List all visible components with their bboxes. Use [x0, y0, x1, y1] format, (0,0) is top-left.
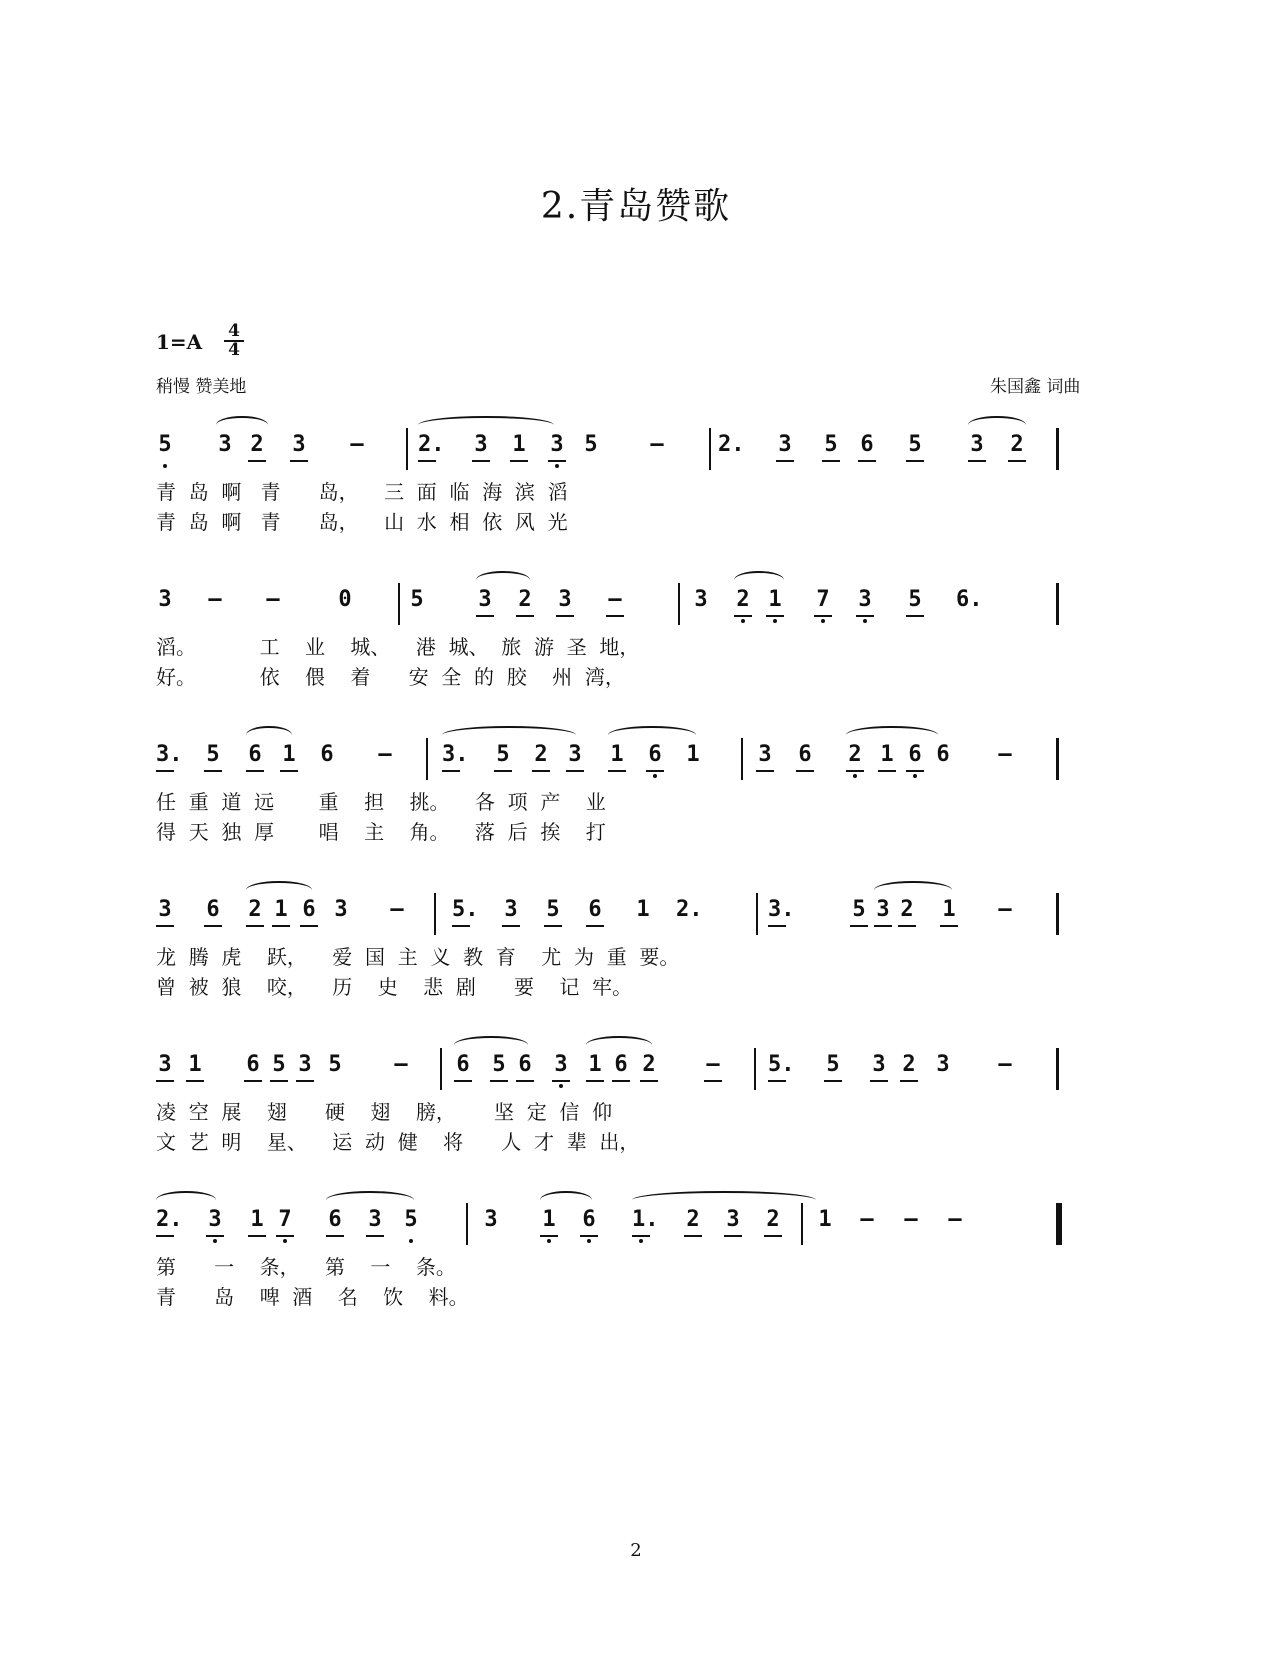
note: 3 [552, 1050, 570, 1082]
lyrics-verse-1: 任 重 道 远 重 担 挑。 各 项 产 业 [156, 790, 606, 814]
page-title: 2.青岛赞歌 [540, 186, 732, 227]
page-number: 2 [630, 1540, 642, 1561]
barline [754, 1048, 756, 1090]
slur-mark [246, 726, 292, 744]
note: 1. [632, 1205, 650, 1237]
note: 3 [556, 585, 574, 617]
note: 3 [756, 740, 774, 772]
barline [709, 428, 711, 470]
lyrics-verse-2: 好。 依 偎 着 安 全 的 胶 州 湾， [156, 665, 625, 689]
slur-mark [216, 416, 268, 434]
note: – [998, 742, 1012, 767]
note: 3. [768, 895, 786, 927]
slur-mark [326, 1191, 414, 1209]
composer-credit: 朱国鑫 词曲 [990, 377, 1081, 397]
note: – [650, 432, 664, 457]
note: – [394, 1052, 408, 1077]
note: 6 [454, 1050, 472, 1082]
note: 3 [694, 587, 708, 612]
lyrics-verse-1: 青 岛 啊 青 岛， 三 面 临 海 滨 滔 [156, 480, 568, 504]
barline [1056, 428, 1059, 470]
note: 5 [494, 740, 512, 772]
note: 2. [718, 432, 745, 457]
note: 2 [246, 895, 264, 927]
barline [1056, 1203, 1062, 1245]
note: – [266, 587, 280, 612]
note: – [378, 742, 392, 767]
slur-mark [874, 881, 952, 899]
barline [1056, 893, 1059, 935]
note: – [998, 1052, 1012, 1077]
note: 1 [280, 740, 298, 772]
lyrics-verse-1: 凌 空 展 翅 硬 翅 膀， 坚 定 信 仰 [156, 1100, 613, 1124]
lyrics-verse-2: 青 岛 啤 酒 名 饮 料。 [156, 1285, 469, 1309]
slur-mark [418, 416, 554, 434]
lyrics-verse-1: 滔。 工 业 城、 港 城、 旅 游 圣 地， [156, 635, 640, 659]
note: 6 [244, 1050, 262, 1082]
score-line [156, 1030, 1126, 1160]
barline [741, 738, 743, 780]
lyrics-verse-2: 曾 被 狼 咬， 历 史 悲 剧 要 记 牢。 [156, 975, 633, 999]
note: 6 [646, 740, 664, 772]
note: 5 [204, 740, 222, 772]
barline [434, 893, 436, 935]
note: 5. [768, 1050, 786, 1082]
note: 3 [936, 1052, 950, 1077]
note: 3 [334, 897, 348, 922]
barline [1056, 1048, 1059, 1090]
slur-mark [846, 726, 938, 744]
note: 3 [366, 1205, 384, 1237]
note: 3 [724, 1205, 742, 1237]
score-line [156, 1185, 1126, 1315]
note: 1 [686, 742, 700, 767]
note: 1 [608, 740, 626, 772]
note: 3 [566, 740, 584, 772]
note: 5 [906, 585, 924, 617]
score-line [156, 875, 1126, 1005]
note: 5 [544, 895, 562, 927]
note: 5 [490, 1050, 508, 1082]
note: 2 [532, 740, 550, 772]
slur-mark [734, 571, 784, 589]
note: 2 [734, 585, 752, 617]
time-signature-top: 4 [224, 323, 244, 342]
note: 3 [206, 1205, 224, 1237]
slur-mark [540, 1191, 592, 1209]
note: – [860, 1207, 874, 1232]
note: 2 [516, 585, 534, 617]
note: 2 [248, 430, 266, 462]
score-line [156, 410, 1126, 540]
note: 6 [580, 1205, 598, 1237]
note: 3 [472, 430, 490, 462]
note: 3 [476, 585, 494, 617]
note: 3 [548, 430, 566, 462]
note: 5 [822, 430, 840, 462]
note: 1 [818, 1207, 832, 1232]
note: 2 [900, 1050, 918, 1082]
key-signature: 1=A [156, 330, 203, 354]
note: – [704, 1050, 722, 1082]
lyrics-verse-1: 第 一 条， 第 一 条。 [156, 1255, 456, 1279]
barline [756, 893, 758, 935]
lyrics-verse-2: 得 天 独 厚 唱 主 角。 落 后 挨 打 [156, 820, 606, 844]
barline [678, 583, 680, 625]
score-line [156, 565, 1126, 695]
note: 3 [158, 587, 172, 612]
slur-mark [632, 1191, 816, 1209]
note: 5 [850, 895, 868, 927]
note: 6 [300, 895, 318, 927]
slur-mark [454, 1036, 528, 1054]
note: 3. [156, 740, 174, 772]
note: 5 [584, 432, 598, 457]
note: 2 [898, 895, 916, 927]
time-signature [224, 323, 244, 359]
note: 1 [510, 430, 528, 462]
slur-mark [156, 1191, 216, 1209]
note: 6 [936, 742, 950, 767]
slur-mark [442, 726, 576, 744]
note: 3 [776, 430, 794, 462]
note: 6 [246, 740, 264, 772]
barline [1056, 738, 1059, 780]
note: – [998, 897, 1012, 922]
note: 6 [204, 895, 222, 927]
note: 3 [296, 1050, 314, 1082]
slur-mark [586, 1036, 652, 1054]
note: 3 [856, 585, 874, 617]
note: 6 [326, 1205, 344, 1237]
lyrics-verse-1: 龙 腾 虎 跃， 爱 国 主 义 教 育 尤 为 重 要。 [156, 945, 680, 969]
slur-mark [476, 571, 530, 589]
note: – [208, 587, 222, 612]
note: 5 [270, 1050, 288, 1082]
note: 2 [684, 1205, 702, 1237]
note: 5 [328, 1052, 342, 1077]
note: – [948, 1207, 962, 1232]
barline [466, 1203, 468, 1245]
note: 3 [290, 430, 308, 462]
note: 2 [764, 1205, 782, 1237]
note: 3 [968, 430, 986, 462]
note: 2. [156, 1205, 174, 1237]
note: 6 [516, 1050, 534, 1082]
score-line [156, 720, 1126, 850]
note: 3 [484, 1207, 498, 1232]
lyrics-verse-2: 青 岛 啊 青 岛， 山 水 相 依 风 光 [156, 510, 568, 534]
note: 1 [272, 895, 290, 927]
note: 6 [906, 740, 924, 772]
barline [398, 583, 400, 625]
note: 6 [586, 895, 604, 927]
note: 5 [156, 430, 174, 460]
note: 3 [218, 432, 232, 457]
note: 1 [586, 1050, 604, 1082]
note: 1 [878, 740, 896, 772]
note: 2. [676, 897, 703, 922]
note: 6 [796, 740, 814, 772]
note: 2 [640, 1050, 658, 1082]
note: 6 [320, 742, 334, 767]
note: 3. [442, 740, 460, 772]
note: – [390, 897, 404, 922]
note: 5 [410, 587, 424, 612]
note: – [904, 1207, 918, 1232]
note: 5. [452, 895, 470, 927]
note: 1 [540, 1205, 558, 1237]
note: 3 [156, 895, 174, 927]
barline [1056, 583, 1059, 625]
note: 2 [846, 740, 864, 772]
barline [426, 738, 428, 780]
note: 6. [956, 587, 983, 612]
note: 6 [858, 430, 876, 462]
lyrics-verse-2: 文 艺 明 星、 运 动 健 将 人 才 辈 出， [156, 1130, 640, 1154]
note: 6 [612, 1050, 630, 1082]
note: 3 [502, 895, 520, 927]
note: 1 [248, 1205, 266, 1237]
slur-mark [968, 416, 1026, 434]
note: 7 [814, 585, 832, 617]
note: 7 [276, 1205, 294, 1237]
barline [801, 1203, 803, 1245]
barline [440, 1048, 442, 1090]
note: – [350, 432, 364, 457]
note: 3 [870, 1050, 888, 1082]
note: – [606, 585, 624, 617]
tempo-marking: 稍慢 赞美地 [156, 377, 247, 397]
slur-mark [246, 881, 312, 899]
note: 3 [156, 1050, 174, 1082]
note: 5 [906, 430, 924, 462]
note: 1 [636, 897, 650, 922]
slur-mark [608, 726, 696, 744]
note: 1 [186, 1050, 204, 1082]
barline [406, 428, 408, 470]
note: 3 [874, 895, 892, 927]
note: 5 [824, 1050, 842, 1082]
note: 5 [402, 1205, 420, 1235]
note: 2 [1008, 430, 1026, 462]
note: 2. [418, 430, 436, 462]
note: 1 [766, 585, 784, 617]
time-signature-bottom: 4 [228, 340, 240, 360]
note: 1 [940, 895, 958, 927]
note: 0 [338, 587, 352, 612]
